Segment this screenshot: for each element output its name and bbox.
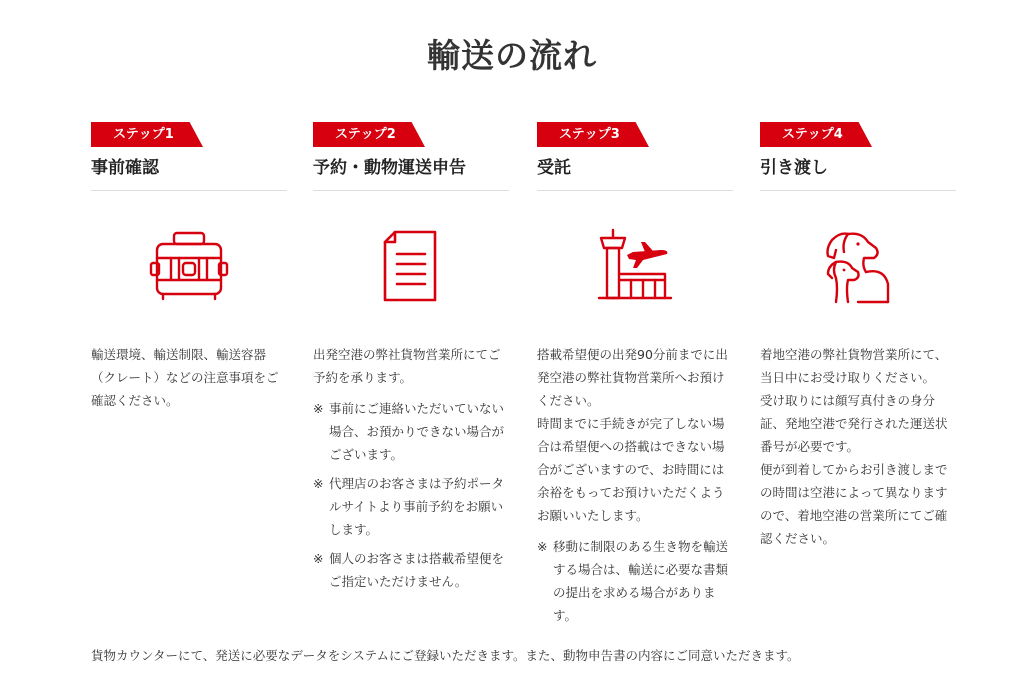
document-icon xyxy=(371,226,451,306)
step-2 xyxy=(313,122,509,599)
dogs-icon xyxy=(818,226,898,306)
note-list xyxy=(537,535,733,627)
step-badge: ステップ1 xyxy=(91,122,203,147)
step-3 xyxy=(537,122,733,633)
airport-icon xyxy=(595,226,675,306)
step-description: 輸送環境、輸送制限、輸送容器（クレート）などの注意事項をご確認ください。 xyxy=(91,347,279,408)
step-badge: ステップ2 xyxy=(313,122,425,147)
step-title: 引き渡し xyxy=(760,153,956,191)
step-description: 出発空港の弊社貨物営業所にてご予約を承ります。 ※ 事前にご連絡いただいていない場合、お預かりできない場合がございます。 ※ 代理店のお客さまは予約ポータルサイトより事前予約をお願いします。 ※ 個人のお客さまは搭載希望便をご指定いただけません。 xyxy=(313,343,509,593)
note-item: ※ 代理店のお客さまは予約ポータルサイトより事前予約をお願いします。 xyxy=(313,476,505,537)
step-title: 事前確認 xyxy=(91,153,287,191)
note-item: ※ 事前にご連絡いただいていない場合、お預かりできない場合がございます。 xyxy=(313,401,505,462)
page-title: 輸送の流れ xyxy=(427,36,597,75)
step-description: 着地空港の弊社貨物営業所にて、当日中にお受け取りください。 受け取りには顔写真付きの身分証、発地空港で発行された運送状番号が必要です。 便が到着してからお引き渡しまでの時間は空港によって異なりますので、着地空港の営業所にてご確認ください。 xyxy=(760,347,948,546)
pet-carrier-icon xyxy=(149,226,229,306)
note-list xyxy=(313,397,509,593)
step-description: 搭載希望便の出発90分前までに出発空港の弊社貨物営業所へお預けください。 時間までに手続きが完了しない場合は希望便への搭載はできない場合がございますので、お時間には余裕をもってお預けいただくようお願いいたします。 ※ 移動に制限のある生き物を輸送する場合は、輸送に必要な書類の提出を求める場合があります。 xyxy=(537,343,733,627)
note-item: ※ 個人のお客さまは搭載希望便をご指定いただけません。 xyxy=(313,551,505,589)
step-4 xyxy=(760,122,956,550)
step-badge: ステップ4 xyxy=(760,122,872,147)
step-badge: ステップ3 xyxy=(537,122,649,147)
step-title: 受託 xyxy=(537,153,733,191)
step-1 xyxy=(91,122,287,412)
footer-text: 貨物カウンターにて、発送に必要なデータをシステムにご登録いただきます。また、動物申告書の内容にご同意いただきます。 xyxy=(91,648,800,663)
step-title: 予約・動物運送申告 xyxy=(313,153,509,191)
note-item: ※ 移動に制限のある生き物を輸送する場合は、輸送に必要な書類の提出を求める場合があります。 xyxy=(537,539,729,623)
